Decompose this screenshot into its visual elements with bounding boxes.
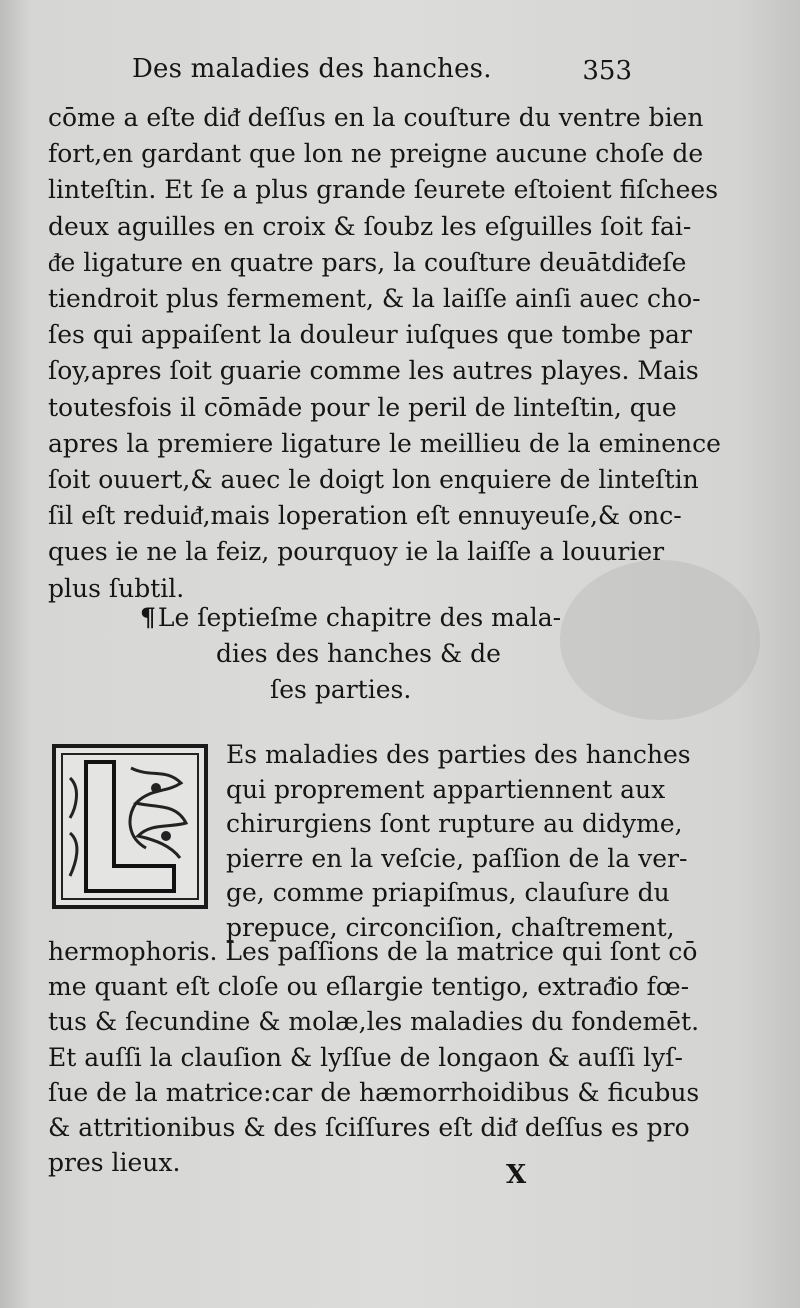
text-line: fort,en gardant que lon ne preigne aucune choſe de (48, 139, 704, 169)
text-line: ſoit ouuert,& auec le doigt lon enquiere de linteſtin (48, 465, 699, 495)
decorated-initial-l-icon (56, 748, 204, 905)
text-line: tus & ſecundine & molæ,les maladies du fondemēt. (48, 1007, 700, 1037)
text-line: pres lieux. (48, 1148, 181, 1178)
text-line: deux aguilles en croix & ſoubz les eſguilles ſoit fai- (48, 211, 692, 241)
text-line: ſue de la matrice:car de hæmorrhoidibus & ficubus (48, 1077, 700, 1107)
signature-mark: X (506, 1160, 527, 1190)
chapter-body (48, 934, 700, 1180)
page-header (132, 54, 632, 94)
text-line: cōme a eſte diᵭ deſſus en la couſture du ventre bien (48, 103, 704, 132)
text-line: Et auſſi la clauſion & lyſſue de longaon & auſſi lyſ- (48, 1042, 683, 1072)
text-line: prepuce, circonciſion, chaſtrement, (226, 912, 675, 942)
text-line: ge, comme priapiſmus, clauſure du (226, 878, 670, 908)
body-text (48, 100, 721, 607)
chapter-body-beside-initial (226, 738, 691, 946)
page-number: 353 (582, 56, 632, 86)
text-line: ſes qui appaiſent la douleur iuſques que tombe par (48, 320, 692, 350)
text-line: chirurgiens ſont rupture au didyme, (226, 809, 683, 839)
chapter-title-line (140, 600, 580, 636)
decorated-initial (52, 744, 208, 909)
text-line: ques ie ne la feiz, pourquoy ie la laiſſe a louurier (48, 537, 665, 567)
text-line: apres la premiere ligature le meillieu de la eminence (48, 428, 721, 458)
text-line: ᵭe ligature en quatre pars, la couſture deuātdiᵭeſe (48, 247, 687, 277)
text-line: hermophoris. Les paſſions de la matrice qui ſont cō (48, 937, 698, 966)
text-line: tiendroit plus fermement, & la laiſſe ainſi auec cho- (48, 284, 701, 314)
text-line: ſoy,apres ſoit guarie comme les autres playes. Mais (48, 356, 699, 386)
text-line: ſil eſt reduiᵭ,mais loperation eſt ennuyeuſe,& onc- (48, 501, 682, 531)
pilcrow-mark: ¶ (140, 603, 156, 632)
chapter-heading (140, 600, 580, 708)
text-line: & attritionibus & des ſciſſures eſt diᵭ deſſus es pro (48, 1113, 690, 1143)
text-line: plus ſubtil. (48, 573, 185, 603)
text-line: linteſtin. Et ſe a plus grande ſeurete eſtoient fiſchees (48, 175, 719, 205)
text-line: qui proprement appartiennent aux (226, 774, 666, 804)
chapter-title-line: dies des hanches & de (216, 639, 501, 668)
chapter-title-text: Le ſeptieſme chapitre des mala- (157, 603, 562, 632)
text-line: me quant eſt cloſe ou eſlargie tentigo, extraᵭio fœ- (48, 972, 690, 1002)
running-head: Des maladies des hanches. (132, 54, 492, 84)
text-line: Es maladies des parties des hanches (226, 740, 691, 769)
chapter-title-line: ſes parties. (270, 675, 412, 704)
text-line: pierre en la veſcie, paſſion de la ver- (226, 843, 688, 873)
text-line: toutesfois il cōmāde pour le peril de linteſtin, que (48, 392, 677, 422)
